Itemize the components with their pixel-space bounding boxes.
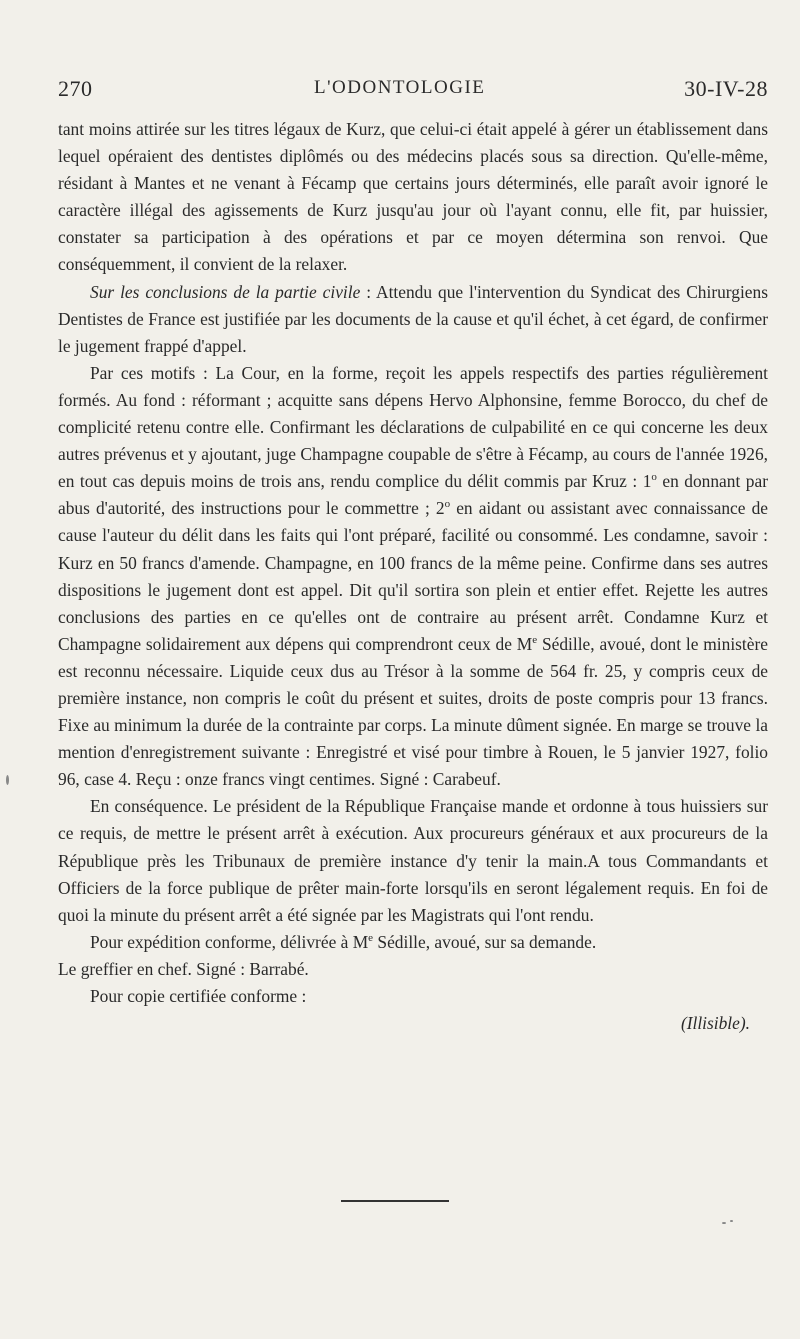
superscript: o bbox=[444, 498, 451, 511]
issue-date: 30-IV-28 bbox=[684, 76, 768, 101]
paragraph-text: Sédille, avoué, sur sa demande. bbox=[373, 931, 597, 952]
scan-mark bbox=[6, 775, 9, 785]
paragraph-text: en aidant ou assistant avec connaissance de cause l'auteur du délit dans les faits qui l'ont préparé, facilité ou consommé. Les condamne, savoir : Kurz en 50 francs d'amende. Champagne, en 100 francs de la même peine. Confirme dans ses autres dispositions le jugement dont est appel. Dit qu'il sortira son plein et entier effet. Rejette les autres conclusions des parties en ce qu'elles ont de contraire au présent arrêt. Condamne Kurz et Champagne solidairement aux dépens qui comprendront ceux de M bbox=[58, 498, 768, 654]
page-number: 270 bbox=[58, 76, 93, 101]
closing-rule bbox=[341, 1200, 449, 1202]
paragraph-text: : Attendu que l'intervention du Syndicat des Chirurgiens Dentistes de France est justifiée par les documents de la cause et qu'il échet, à cet égard, de confirmer le jugement frappé d'appel. bbox=[58, 281, 768, 356]
paragraph-text: en donnant par abus d'autorité, des instructions pour le commettre ; 2 bbox=[58, 471, 768, 519]
signature: (Illisible). bbox=[680, 1013, 750, 1034]
scan-mark bbox=[722, 1222, 726, 1224]
superscript: e bbox=[532, 633, 538, 646]
paragraph-clerk: Le greffier en chef. Signé : Barrabé. bbox=[58, 958, 309, 979]
paragraph-ruling bbox=[58, 360, 768, 794]
journal-title: L'ODONTOLOGIE bbox=[314, 77, 486, 98]
superscript: o bbox=[651, 471, 657, 484]
paragraph-text: Par ces motifs : La Cour, en la forme, reçoit les appels respectifs des parties régulièrement formés. Au fond : réformant ; acquitte sans dépens Hervo Alphonsine, femme Borocco, du chef de complicité retenu contre elle. Confirmant les déclarations de culpabilité en ce qui concerne les deux autres prévenus et y ajoutant, juge Champagne coupable de s'être à Fécamp, au cours de l'année 1926, en tout cas depuis moins de trois ans, rendu complice du délit commis par Kruz : 1 bbox=[58, 362, 768, 492]
paragraph-continuation: tant moins attirée sur les titres légaux de Kurz, que celui-ci était appelé à gérer un établissement dans lequel opéraient des dentistes diplômés ou des médecins placés sous sa direction. Qu'elle-même, résidant à Mantes et ne venant à Fécamp que certains jours déterminés, elle paraît avoir ignoré le caractère illégal des agissements de Kurz jusqu'au jour où l'ayant connu, elle fit, par huissier, constater sa participation à des opérations et par ce moyen détermina son renvoi. Que conséquemment, il convient de la relaxer. bbox=[58, 119, 768, 275]
paragraph-certified-copy: Pour copie certifiée conforme : bbox=[90, 986, 307, 1006]
running-header bbox=[58, 76, 768, 106]
paragraph-text: Pour expédition conforme, délivrée à M bbox=[90, 931, 369, 952]
signature-line bbox=[58, 1010, 768, 1037]
article-body bbox=[58, 116, 768, 1037]
superscript: e bbox=[368, 932, 374, 945]
scan-mark bbox=[730, 1220, 733, 1222]
paragraph-expedition bbox=[58, 929, 768, 956]
paragraph-text: Sédille, avoué, dont le ministère est reconnu nécessaire. Liquide ceux dus au Trésor à la somme de 564 fr. 25, y compris ceux de première instance, non compris le coût du présent et suites, droits de poste compris pour 13 francs. Fixe au minimum la durée de la contrainte par corps. La minute dûment signée. En marge se trouve la mention d'enregistrement suivante : Enregistré et visé pour timbre à Rouen, le 5 janvier 1927, folio 96, case 4. Reçu : onze francs vingt centimes. Signé : Carabeuf. bbox=[58, 633, 768, 790]
paragraph-enforcement: En conséquence. Le président de la République Française mande et ordonne à tous huissiers sur ce requis, de mettre le présent arrêt à exécution. Aux procureurs généraux et aux procureurs de la République près les Tribunaux de première instance d'y tenir la main.A tous Commandants et Officiers de la force publique de prêter main-forte lorsqu'ils en seront légalement requis. En foi de quoi la minute du présent arrêt a été signée par les Magistrats qui l'ont rendu. bbox=[58, 796, 768, 925]
paragraph-civil-conclusions bbox=[58, 279, 768, 360]
section-lead: Sur les conclusions de la partie civile bbox=[90, 281, 361, 302]
